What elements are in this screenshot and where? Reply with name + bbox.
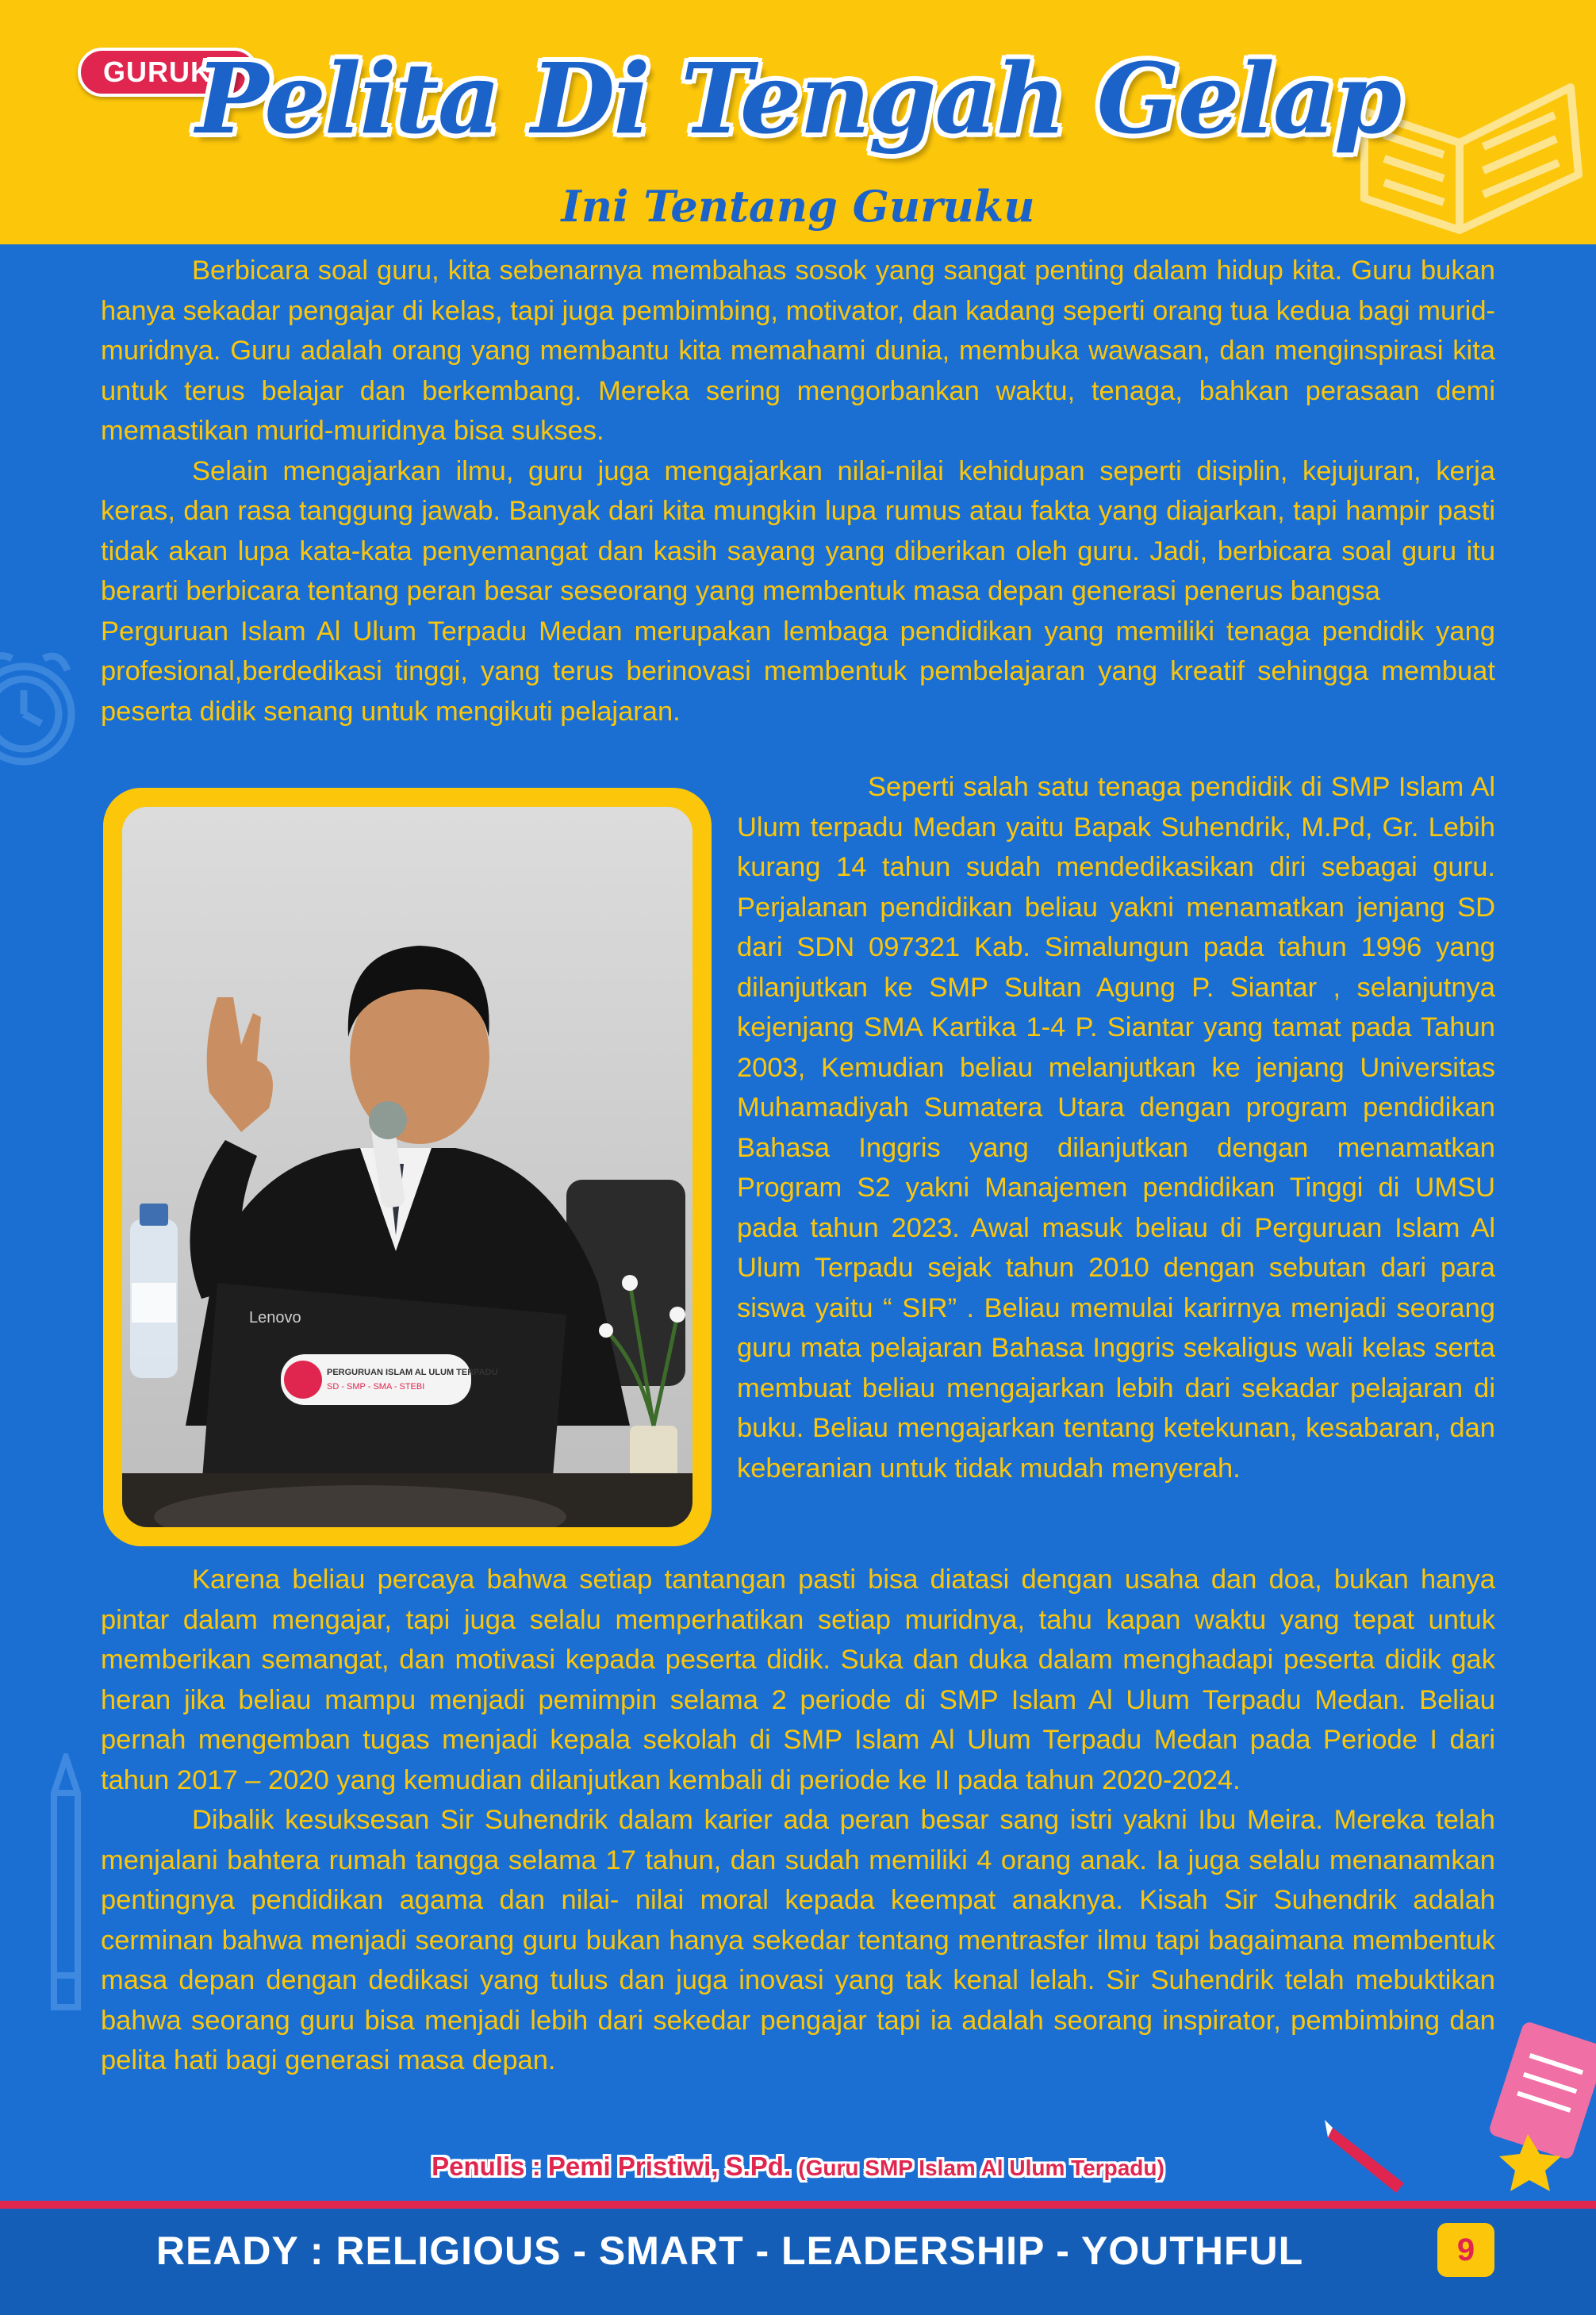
paragraph-4: Seperti salah satu tenaga pendidik di SMP Islam Al Ulum terpadu Medan yaitu Bapak Suhendrik, M.Pd, Gr. Lebih kurang 14 tahun sudah mendedikasikan diri sebagai guru. Perjalanan pendidikan beliau yakni menamatkan jenjang SD dari SDN 097321 Kab. Simalungun pada tahun 1996 yang dilanjutkan ke SMP Sultan Agung P. Siantar , selanjutnya kejenjang SMA Kartika 1-4 P. Siantar yang tamat pada Tahun 2003, Kemudian beliau melanjutkan ke jenjang Universitas Muhamadiyah Sumatera Utara dengan program pendidikan Bahasa Inggris yang dilanjutkan dengan menamatkan Program S2 yakni Manajemen pendidikan Tinggi di UMSU pada tahun 2023. Awal masuk beliau di Perguruan Islam Al Ulum Terpadu sejak tahun 2010 dengan sebutan dari para siswa yaitu “ SIR” . Beliau memulai karirnya menjadi seorang guru mata pelajaran Bahasa Inggris sekaligus wali kelas serta membuat beliau mengajarkan lebih dari sekadar pelajaran di buku. Beliau mengajarkan tentang ketekunan, kesabaran, dan keberanian untuk tidak mudah menyerah. — [737, 772, 1495, 1484]
laptop-brand: Lenovo — [249, 1309, 301, 1326]
teacher-photo-frame — [103, 788, 712, 1546]
paragraph-6: Dibalik kesuksesan Sir Suhendrik dalam karier ada peran besar sang istri yakni Ibu Meira. Mereka telah menjalani bahtera rumah tangga selama 17 tahun, dan sudah memiliki 4 orang anak. Ia juga selalu menanamkan pentingnya pendidikan agama dan nilai- nilai moral kepada keempat anaknya. Kisah Sir Suhendrik adalah cerminan bahwa menjadi seorang guru bukan hanya sekedar tentang mentrasfer ilmu tapi bagaimana membentuk masa depan dengan dedikasi yang tulus dan juga inovasi yang tak kenal lelah. Sir Suhendrik telah mebuktikan bahwa seorang guru bisa menjadi lebih dari sekedar pengajar tapi ia adalah seorang inspirator, pembimbing dan pelita hati bagi generasi masa depan. — [101, 1805, 1495, 2075]
footer-divider — [0, 2201, 1596, 2209]
teacher-photo — [122, 807, 692, 1527]
paragraph-1: Berbicara soal guru, kita sebenarnya membahas sosok yang sangat penting dalam hidup kita. Guru bukan hanya sekadar pengajar di kelas, tapi juga pembimbing, motivator, dan kadang seperti orang tua kedua bagi murid-muridnya. Guru adalah orang yang membantu kita memahami dunia, membuka wawasan, dan menginspirasi kita untuk terus belajar dan berkembang. Mereka sering mengorbankan waktu, tenaga, bahkan perasaan demi memastikan murid-muridnya bisa sukses. — [101, 255, 1495, 446]
paragraph-3: Perguruan Islam Al Ulum Terpadu Medan merupakan lembaga pendidikan yang memiliki tenaga pendidik yang profesional,berdedikasi tinggi, yang terus berinovasi membentuk pembelajaran yang kreatif sehingga membuat peserta didik senang untuk mengikuti pelajaran. — [101, 616, 1495, 727]
paragraph-2: Selain mengajarkan ilmu, guru juga mengajarkan nilai-nilai kehidupan seperti disiplin, kejujuran, kerja keras, dan rasa tanggung jawab. Banyak dari kita mungkin lupa rumus atau fakta yang diajarkan, tapi hampir pasti tidak akan lupa kata-kata penyemangat dan kasih sayang yang diberikan oleh guru. Jadi, berbicara soal guru itu berarti berbicara tentang peran besar seseorang yang membentuk masa depan generasi penerus bangsa — [101, 455, 1495, 606]
paragraph-5: Karena beliau percaya bahwa setiap tantangan pasti bisa diatasi dengan usaha dan doa, bukan hanya pintar dalam mengajar, tapi juga selalu memperhatikan setiap muridnya, tahu kapan waktu yang tepat untuk memberikan semangat, dan motivasi kepada peserta didik. Suka dan duka dalam menghadapi peserta didik gak heran jika beliau mampu menjadi pemimpin selama 2 periode di SMP Islam Al Ulum Terpadu Medan. Beliau pernah mengemban tugas menjadi kepala sekolah di SMP Islam Al Ulum Terpadu Medan pada Periode I dari tahun 2017 – 2020 yang kemudian dilanjutkan kembali di periode ke II pada tahun 2020-2024. — [101, 1564, 1495, 1795]
author-name: Penulis : Pemi Pristiwi, S.Pd. — [432, 2152, 792, 2181]
author-affiliation: (Guru SMP Islam Al Ulum Terpadu) — [798, 2156, 1164, 2180]
page-subtitle: Ini Tentang Guruku — [561, 181, 1035, 232]
sticker-sub: SD - SMP - SMA - STEBI — [327, 1382, 425, 1392]
page-title: Pelita Di Tengah Gelap — [195, 41, 1401, 155]
article-intro — [101, 251, 1495, 731]
alarm-clock-icon — [0, 635, 87, 777]
section-badge: GURUKU — [78, 48, 259, 97]
pencil-icon — [46, 1753, 86, 2023]
article-closing — [101, 1560, 1495, 2081]
article-profile — [737, 767, 1495, 1488]
author-credit — [0, 2152, 1596, 2182]
sticker-text: PERGURUAN ISLAM AL ULUM TERPADU — [327, 1368, 498, 1377]
footer-motto: READY : RELIGIOUS - SMART - LEADERSHIP - YOUTHFUL — [155, 2229, 1304, 2273]
page-number: 9 — [1437, 2223, 1494, 2277]
page-header — [0, 0, 1596, 244]
